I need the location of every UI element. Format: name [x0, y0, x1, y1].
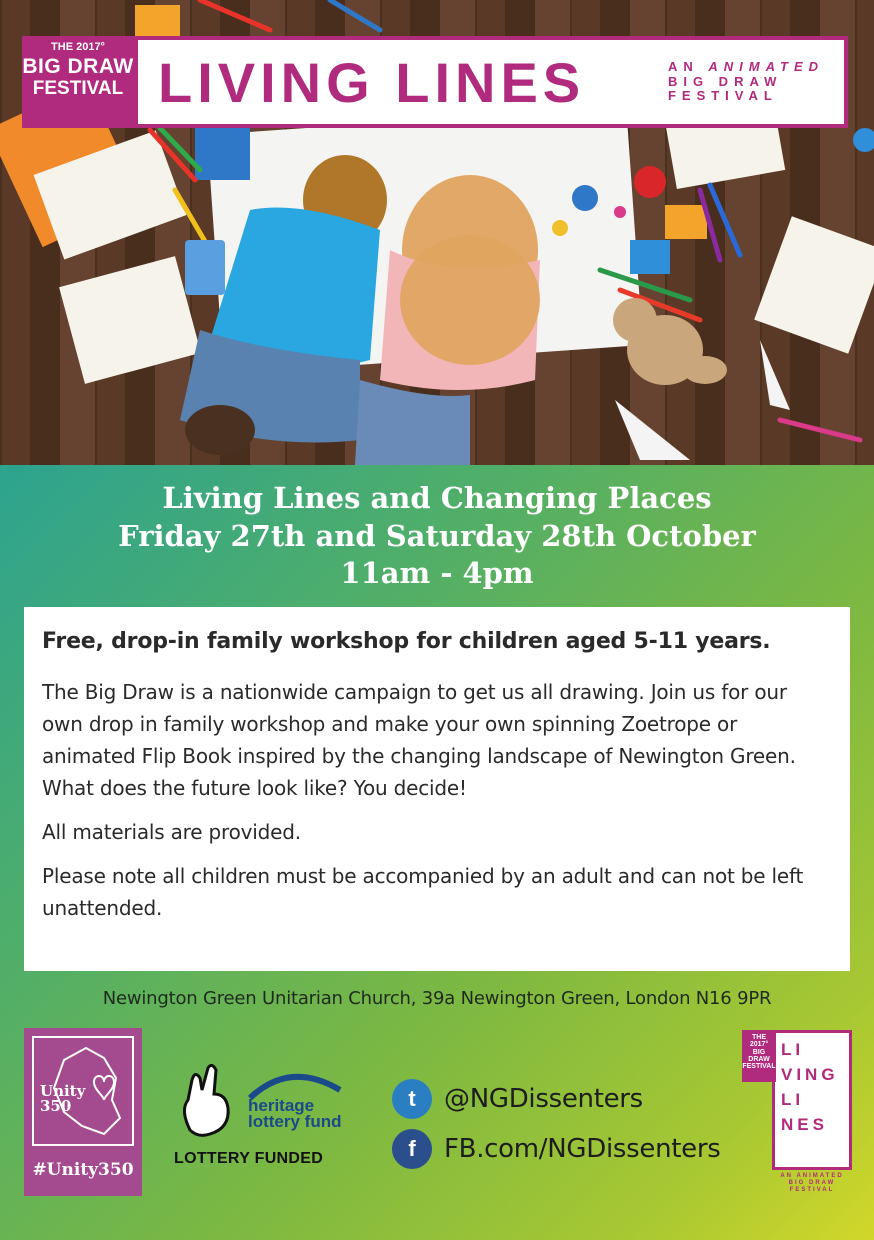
- hlf-line2: lottery fund: [248, 1112, 342, 1132]
- twitter-link[interactable]: [392, 1074, 720, 1124]
- facebook-icon: f: [392, 1129, 432, 1169]
- unity-wordmark: [40, 1084, 85, 1114]
- banner-title: LIVING LINES: [158, 50, 586, 114]
- event-dates: Friday 27th and Saturday 28th October: [118, 518, 756, 553]
- living-lines-subtitle: AN ANIMATED BIG DRAW FESTIVAL: [780, 1173, 844, 1194]
- workshop-description: The Big Draw is a nationwide campaign to get us all drawing. Join us for our own drop in family workshop and make your own spinning Zoetrope or animated Flip Book inspired by the changing landscape of Newington Green. What does the future look like? You decide!: [42, 680, 796, 800]
- facebook-link[interactable]: [392, 1124, 720, 1174]
- banner-subtitle: [668, 60, 824, 105]
- living-lines-banner: [134, 36, 848, 128]
- supervision-note: Please note all children must be accompanied by an adult and can not be left unattended.: [42, 864, 804, 920]
- unity-hashtag: #Unity350: [32, 1160, 134, 1180]
- lottery-funded-label: LOTTERY FUNDED: [174, 1150, 324, 1167]
- logo-festival: FESTIVAL: [32, 78, 124, 99]
- subtitle-an: AN: [667, 58, 699, 74]
- materials-note: All materials are provided.: [42, 820, 301, 844]
- social-links: [392, 1074, 720, 1174]
- unity350-logo: [24, 1028, 142, 1196]
- lottery-logos: [170, 1060, 360, 1170]
- event-time: 11am - 4pm: [340, 556, 534, 591]
- tag-festival: FESTIVAL: [742, 1063, 776, 1071]
- event-heading: [0, 480, 874, 593]
- details-card: [24, 607, 850, 971]
- tag-year: THE 2017°: [749, 1034, 769, 1049]
- living-lines-small-logo: [742, 1030, 854, 1200]
- hlf-line1: heritage: [248, 1096, 315, 1115]
- subtitle-animated: ANIMATED: [708, 58, 824, 74]
- logo-big-draw: BIG DRAW: [22, 55, 134, 78]
- facebook-url: FB.com/NGDissenters: [444, 1134, 721, 1164]
- ll-row4: NES: [781, 1115, 828, 1134]
- heritage-arc-icon: [250, 1077, 340, 1098]
- ll-row3: LI: [781, 1090, 805, 1109]
- hero-photo: [0, 0, 874, 465]
- tag-big: BIG: [752, 1048, 766, 1056]
- workshop-lead: Free, drop-in family workshop for children aged 5-11 years.: [42, 629, 771, 654]
- venue-address: Newington Green Unitarian Church, 39a Newington Green, London N16 9PR: [102, 988, 772, 1009]
- twitter-handle: @NGDissenters: [444, 1084, 643, 1114]
- heritage-lottery-fund-logo: [248, 1098, 342, 1130]
- twitter-icon: t: [392, 1079, 432, 1119]
- subtitle-big-draw: BIG DRAW: [667, 73, 783, 89]
- ll-row2: VING: [781, 1065, 839, 1084]
- subtitle-festival: FESTIVAL: [667, 88, 778, 104]
- living-lines-letters: [781, 1037, 839, 1137]
- logo-year: THE 2017°: [51, 41, 105, 53]
- event-title: Living Lines and Changing Places: [162, 481, 712, 515]
- unity-number: 350: [40, 1097, 72, 1115]
- living-lines-box: [772, 1030, 852, 1170]
- ll-row1: LI: [781, 1040, 805, 1059]
- tag-draw: DRAW: [748, 1056, 770, 1064]
- big-draw-tag: [742, 1030, 776, 1082]
- unity-word: Unity: [40, 1082, 86, 1100]
- big-draw-festival-logo: [22, 36, 134, 128]
